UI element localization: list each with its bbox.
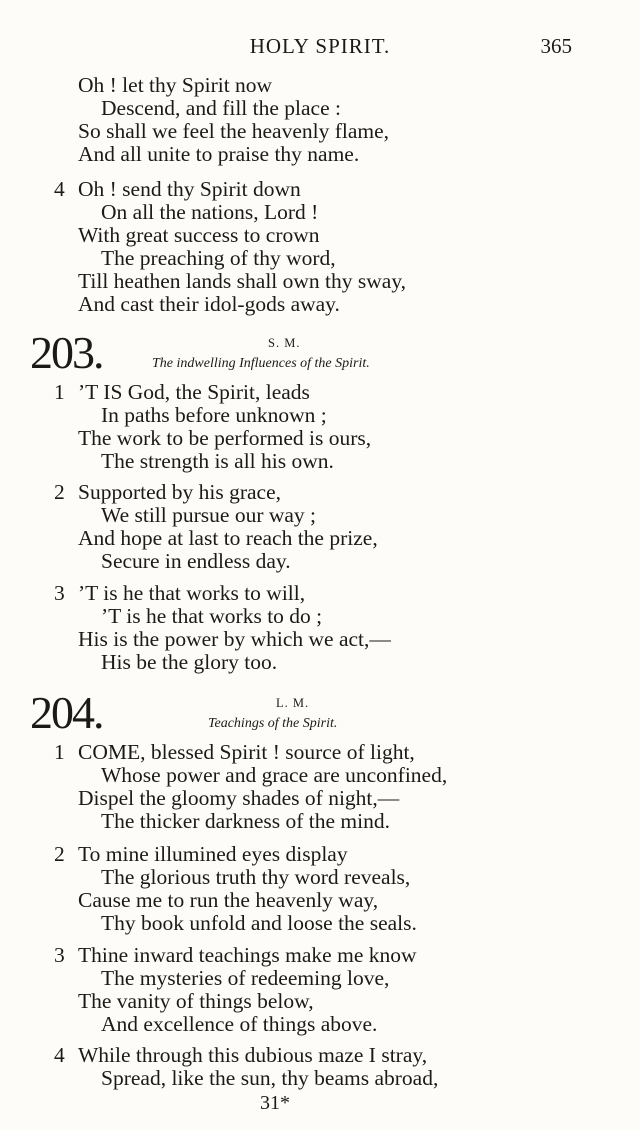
verse-line: Till heathen lands shall own thy sway, (78, 269, 407, 293)
stanza-number: 2 (54, 480, 65, 504)
verse-line: We still pursue our way ; (101, 503, 317, 527)
verse-line: The strength is all his own. (101, 449, 334, 473)
hymn-meter: L. M. (276, 696, 310, 710)
verse-line: In paths before unknown ; (101, 403, 327, 427)
stanza-number: 1 (54, 740, 65, 764)
stanza-number: 4 (54, 177, 65, 201)
verse-line: The thicker darkness of the mind. (101, 809, 390, 833)
verse-line: Spread, like the sun, thy beams abroad, (101, 1066, 439, 1090)
verse-line: The mysteries of redeeming love, (101, 966, 390, 990)
verse-line: The work to be performed is ours, (78, 426, 372, 450)
verse-line: On all the nations, Lord ! (101, 200, 319, 224)
signature-mark: 31* (260, 1092, 290, 1114)
verse-line: ’T is he that works to do ; (101, 604, 323, 628)
running-head (0, 34, 640, 62)
verse-line: Oh ! let thy Spirit now (78, 73, 273, 97)
verse-line: Oh ! send thy Spirit down (78, 177, 301, 201)
verse-line: To mine illumined eyes display (78, 842, 348, 866)
verse-line: Dispel the gloomy shades of night,— (78, 786, 400, 810)
verse-line: Supported by his grace, (78, 480, 282, 504)
verse-line: And all unite to praise thy name. (78, 142, 360, 166)
verse-line: And excellence of things above. (101, 1012, 378, 1036)
verse-line: Secure in endless day. (101, 549, 291, 573)
stanza-number: 2 (54, 842, 65, 866)
verse-line: Whose power and grace are unconfined, (101, 763, 448, 787)
verse-line: And hope at last to reach the prize, (78, 526, 378, 550)
verse-line: With great success to crown (78, 223, 320, 247)
verse-line: Cause me to run the heavenly way, (78, 888, 379, 912)
stanza-number: 4 (54, 1043, 65, 1067)
hymn-meter: S. M. (268, 336, 301, 350)
verse-line: Descend, and fill the place : (101, 96, 341, 120)
verse-line: His be the glory too. (101, 650, 278, 674)
hymn-subtitle: The indwelling Influences of the Spirit. (152, 356, 370, 371)
verse-line: While through this dubious maze I stray, (78, 1043, 428, 1067)
verse-line: And cast their idol-gods away. (78, 292, 340, 316)
verse-line: ’T is he that works to will, (78, 581, 306, 605)
hymn-number: 203. (30, 327, 103, 378)
verse-line: Thine inward teachings make me know (78, 943, 417, 967)
hymn-number: 204. (30, 687, 103, 738)
running-title: HOLY SPIRIT. (249, 34, 391, 58)
verse-line: ’T IS God, the Spirit, leads (78, 380, 310, 404)
stanza-number: 3 (54, 943, 65, 967)
verse-line: Thy book unfold and loose the seals. (101, 911, 417, 935)
verse-line: So shall we feel the heavenly flame, (78, 119, 390, 143)
verse-line: COME, blessed Spirit ! source of light, (78, 740, 415, 764)
stanza-number: 3 (54, 581, 65, 605)
page-number: 365 (540, 34, 572, 58)
hymn-subtitle: Teachings of the Spirit. (208, 716, 338, 731)
verse-line: The vanity of things below, (78, 989, 314, 1013)
verse-line: The glorious truth thy word reveals, (101, 865, 411, 889)
verse-line: His is the power by which we act,— (78, 627, 391, 651)
stanza-number: 1 (54, 380, 65, 404)
verse-line: The preaching of thy word, (101, 246, 336, 270)
